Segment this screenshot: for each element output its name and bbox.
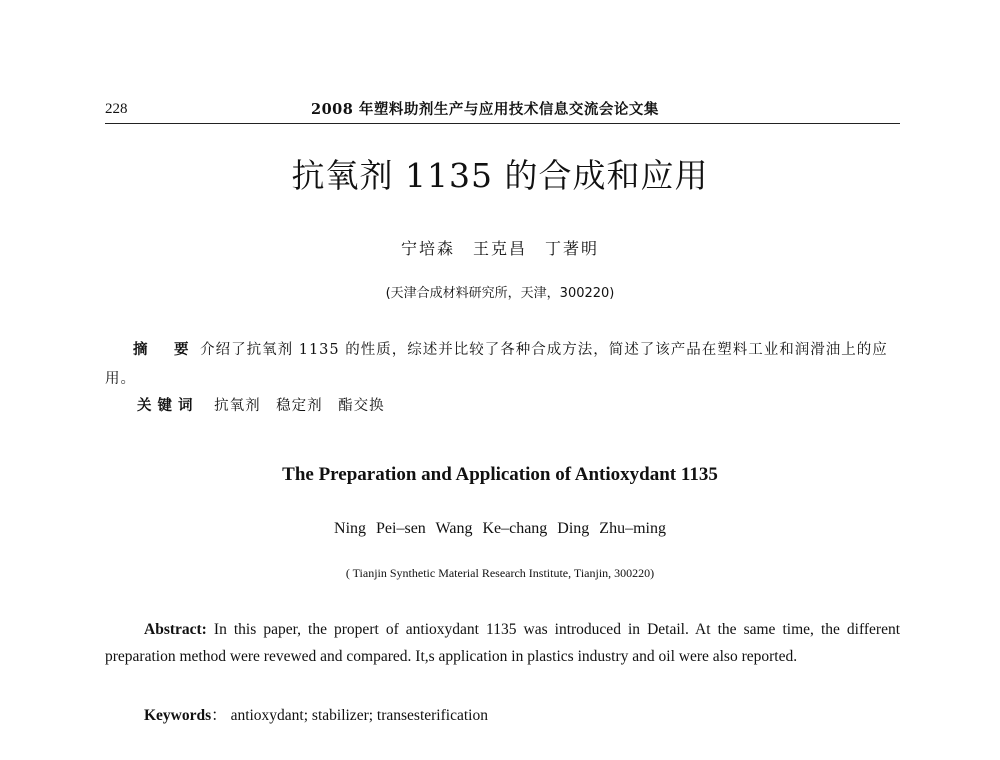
page-number: 228	[105, 101, 128, 117]
title-cn: 抗氧剂 1135 的合成和应用	[291, 156, 709, 195]
keywords-en-text: antioxydant; stabilizer; transesterification	[230, 707, 488, 724]
keywords-en-label: Keywords	[144, 707, 212, 724]
abstract-cn	[105, 336, 905, 394]
abstract-en	[105, 616, 900, 670]
abstract-en-text: In this paper, the propert of antioxydant 1135 was introduced in Detail. At the same time, the different preparation method were revewed and compared. It,s application in plastics industry and oil were also reported.	[105, 621, 901, 665]
keywords-en-separator: ：	[211, 707, 227, 724]
keywords-cn-label: 关键词	[137, 398, 199, 414]
keywords-cn-text: 抗氧剂 稳定剂 酯交换	[214, 398, 385, 414]
affiliation-cn: (天津合成材料研究所，天津，300220)	[385, 286, 615, 301]
page-header	[105, 95, 900, 124]
authors-cn: 宁培森 王克昌 丁著明	[400, 239, 599, 258]
abstract-cn-label: 摘 要	[133, 342, 195, 358]
keywords-en	[144, 703, 488, 725]
keywords-cn	[137, 394, 385, 415]
abstract-en-label: Abstract:	[144, 621, 207, 638]
title-en: The Preparation and Application of Antioxydant 1135	[282, 464, 718, 485]
abstract-cn-text: 介绍了抗氧剂 1135 的性质，综述并比较了各种合成方法，简述了该产品在塑料工业和润滑油上的应用。	[105, 342, 888, 387]
authors-en: Ning Pei–sen Wang Ke–chang Ding Zhu–ming	[334, 520, 666, 537]
affiliation-en: ( Tianjin Synthetic Material Research Institute, Tianjin, 300220)	[345, 566, 655, 580]
running-head: 2008 年塑料助剂生产与应用技术信息交流会论文集	[311, 101, 659, 118]
